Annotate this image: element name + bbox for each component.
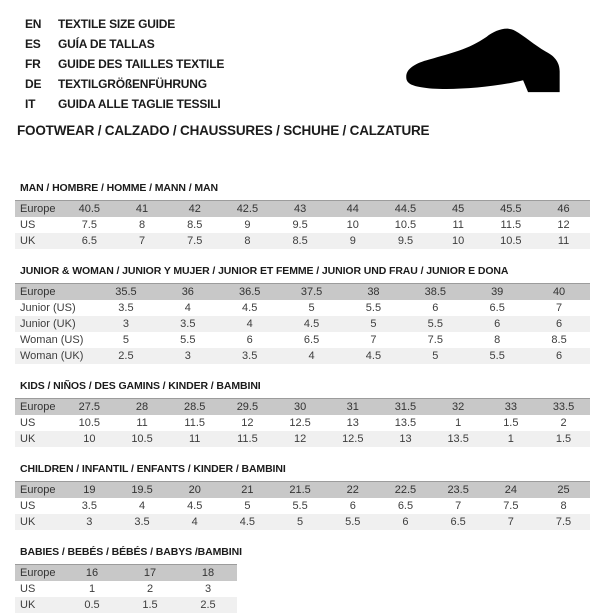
size-table	[15, 481, 590, 530]
size-cell: 10	[346, 219, 359, 231]
size-cell: 7	[455, 500, 462, 512]
language-code: DE	[25, 77, 42, 91]
size-cell: 46	[557, 203, 570, 215]
size-cell: 44.5	[394, 203, 417, 215]
size-cell: 12.5	[342, 433, 364, 445]
size-cell: 13	[399, 433, 412, 445]
size-cell: 8	[494, 334, 501, 346]
size-table-section	[15, 182, 590, 249]
size-table-row	[15, 201, 590, 217]
size-cell: 21.5	[289, 484, 311, 496]
size-cell: 28.5	[184, 401, 206, 413]
size-table-row	[15, 514, 590, 530]
size-cell: 6.5	[81, 235, 97, 247]
size-cell: 13.5	[394, 417, 417, 429]
size-table-row	[15, 399, 590, 415]
size-table	[15, 564, 237, 613]
size-cell: 22.5	[394, 484, 417, 496]
size-cell: 5	[244, 500, 251, 512]
size-cell: 12	[241, 417, 254, 429]
size-cell: 9	[349, 235, 356, 247]
size-cell: 5.5	[365, 302, 382, 314]
language-code: FR	[25, 57, 41, 71]
size-cell: 18	[201, 567, 215, 579]
size-cell: 25	[557, 484, 570, 496]
size-cell: 3.5	[242, 350, 258, 362]
size-cell: 45	[452, 203, 465, 215]
size-cell: 16	[85, 567, 99, 579]
size-cell: 7.5	[81, 219, 97, 231]
size-cell: 39	[491, 286, 504, 298]
size-cell: 27.5	[78, 401, 101, 413]
size-cell: 5.5	[489, 350, 505, 362]
size-cell: 5	[432, 350, 439, 362]
row-label: Junior (UK)	[20, 318, 76, 330]
size-cell: 21	[241, 484, 254, 496]
size-table-section	[15, 265, 590, 364]
size-cell: 6	[246, 334, 253, 346]
size-cell: 8	[244, 235, 251, 247]
row-label: UK	[20, 516, 36, 528]
size-table-row	[15, 217, 590, 233]
size-cell: 10.5	[500, 235, 522, 247]
row-label: Junior (US)	[20, 302, 76, 314]
size-table-row	[15, 316, 590, 332]
size-cell: 7	[556, 302, 563, 314]
size-cell: 0.5	[84, 599, 100, 611]
row-label: UK	[20, 433, 36, 445]
size-cell: 23.5	[447, 484, 469, 496]
size-cell: 5.5	[180, 334, 196, 346]
size-cell: 1	[455, 417, 462, 429]
size-cell: 1	[88, 583, 96, 595]
size-table	[15, 200, 590, 249]
size-cell: 6.5	[303, 334, 320, 346]
size-cell: 4	[138, 500, 146, 512]
size-cell: 29.5	[236, 401, 259, 413]
size-cell: 43	[293, 203, 307, 215]
size-cell: 38	[367, 286, 380, 298]
table-title: MAN / HOMBRE / HOMME / MANN / MAN	[20, 182, 218, 194]
size-cell: 6	[349, 500, 356, 512]
size-table-row	[15, 233, 590, 249]
size-cell: 37.5	[300, 286, 323, 298]
size-table-row	[15, 597, 237, 613]
size-cell: 4.5	[303, 318, 320, 330]
size-cell: 3.5	[180, 318, 196, 330]
size-cell: 10	[83, 433, 96, 445]
size-cell: 38.5	[424, 286, 447, 298]
size-cell: 4	[246, 318, 253, 330]
size-table-section	[15, 546, 590, 613]
size-table-row	[15, 284, 590, 300]
size-cell: 9.5	[292, 219, 308, 231]
size-table-row	[15, 332, 590, 348]
size-table-row	[15, 415, 590, 431]
size-cell: 5	[308, 302, 315, 314]
size-cell: 7.5	[187, 235, 203, 247]
size-cell: 4.5	[187, 500, 203, 512]
size-table-row	[15, 581, 237, 597]
size-cell: 4.5	[365, 350, 382, 362]
size-cell: 5	[370, 318, 377, 330]
language-title: TEXTILGRÖßENFÜHRUNG	[58, 77, 207, 91]
size-cell: 4.5	[239, 516, 256, 528]
size-cell: 40.5	[78, 203, 101, 215]
size-cell: 11	[452, 219, 464, 231]
table-title: KIDS / NIÑOS / DES GAMINS / KINDER / BAMBINI	[20, 380, 261, 392]
size-cell: 1.5	[142, 599, 158, 611]
size-cell: 10	[452, 235, 465, 247]
size-cell: 3	[86, 516, 93, 528]
size-cell: 8.5	[551, 334, 567, 346]
row-label: Europe	[20, 203, 56, 215]
language-code: EN	[25, 17, 42, 31]
size-cell: 8.5	[292, 235, 308, 247]
size-table-section	[15, 463, 590, 530]
size-cell: 7	[507, 516, 514, 528]
row-label: Woman (US)	[20, 334, 84, 346]
row-label: UK	[20, 599, 36, 611]
size-cell: 13	[346, 417, 359, 429]
row-label: Europe	[20, 484, 56, 496]
size-table-row	[15, 431, 590, 447]
row-label: Woman (UK)	[20, 350, 84, 362]
size-cell: 6	[432, 302, 439, 314]
size-cell: 17	[143, 567, 157, 579]
size-cell: 6	[402, 516, 409, 528]
size-cell: 7.5	[503, 500, 519, 512]
row-label: US	[20, 219, 36, 231]
size-table-row	[15, 498, 590, 514]
size-cell: 44	[346, 203, 359, 215]
size-cell: 2	[560, 417, 567, 429]
size-cell: 42	[188, 203, 201, 215]
language-code: IT	[25, 97, 36, 111]
size-cell: 6	[556, 350, 563, 362]
size-cell: 22	[346, 484, 359, 496]
size-cell: 7.5	[555, 516, 572, 528]
size-cell: 5.5	[292, 500, 308, 512]
size-cell: 2.5	[118, 350, 134, 362]
size-cell: 3.5	[134, 516, 150, 528]
size-cell: 10.5	[78, 417, 101, 429]
language-title: GUIDA ALLE TAGLIE TESSILI	[58, 97, 221, 111]
language-code: ES	[25, 37, 41, 51]
size-cell: 3	[184, 350, 191, 362]
size-cell: 11.5	[184, 417, 206, 429]
size-table-section	[15, 380, 590, 447]
size-cell: 24	[504, 484, 517, 496]
size-cell: 4	[184, 302, 191, 314]
size-cell: 4	[308, 350, 315, 362]
size-cell: 40	[552, 286, 566, 298]
size-table-row	[15, 348, 590, 364]
size-cell: 8	[560, 500, 567, 512]
size-cell: 45.5	[500, 203, 522, 215]
size-cell: 10.5	[394, 219, 417, 231]
size-cell: 3	[204, 583, 212, 595]
size-cell: 32	[452, 401, 465, 413]
language-title: GUÍA DE TALLAS	[58, 37, 155, 51]
size-cell: 12	[293, 433, 307, 445]
size-cell: 7.5	[427, 334, 443, 346]
size-cell: 28	[135, 401, 149, 413]
size-cell: 11	[557, 235, 570, 247]
size-cell: 10.5	[131, 433, 153, 445]
size-cell: 42.5	[236, 203, 259, 215]
table-title: CHILDREN / INFANTIL / ENFANTS / KINDER / BAMBINI	[20, 463, 286, 475]
size-cell: 12.5	[289, 417, 311, 429]
language-title: TEXTILE SIZE GUIDE	[58, 17, 176, 31]
size-cell: 6.5	[489, 302, 505, 314]
size-cell: 30	[293, 401, 307, 413]
size-cell: 8	[138, 219, 146, 231]
table-title: BABIES / BEBÉS / BÉBÉS / BABYS /BAMBINI	[20, 546, 242, 558]
size-table-row	[15, 300, 590, 316]
size-cell: 5.5	[345, 516, 361, 528]
size-cell: 1	[507, 433, 514, 445]
size-cell: 4	[191, 516, 198, 528]
size-cell: 7	[370, 334, 377, 346]
category-heading: FOOTWEAR / CALZADO / CHAUSSURES / SCHUHE / CALZATURE	[17, 123, 430, 138]
size-table-row	[15, 565, 237, 581]
size-cell: 3	[122, 318, 129, 330]
size-table	[15, 283, 590, 364]
size-table-row	[15, 482, 590, 498]
size-cell: 11	[136, 417, 148, 429]
language-title: GUIDE DES TAILLES TEXTILE	[58, 57, 225, 71]
shoe-icon	[397, 22, 582, 106]
row-label: US	[20, 500, 36, 512]
size-cell: 4.5	[242, 302, 258, 314]
size-cell: 6.5	[450, 516, 466, 528]
size-cell: 19	[83, 484, 96, 496]
size-cell: 20	[188, 484, 201, 496]
table-title: JUNIOR & WOMAN / JUNIOR Y MUJER / JUNIOR ET FEMME / JUNIOR UND FRAU / JUNIOR E DONA	[20, 265, 509, 277]
row-label: US	[20, 583, 36, 595]
size-cell: 11.5	[237, 433, 258, 445]
size-cell: 2	[146, 583, 154, 595]
size-cell: 5.5	[427, 318, 443, 330]
size-cell: 33.5	[552, 401, 575, 413]
size-table	[15, 398, 590, 447]
size-cell: 8.5	[187, 219, 203, 231]
size-cell: 33	[504, 401, 517, 413]
size-cell: 35.5	[115, 286, 137, 298]
size-cell: 1.5	[503, 417, 519, 429]
size-cell: 9	[244, 219, 251, 231]
size-cell: 13.5	[447, 433, 469, 445]
size-cell: 6.5	[397, 500, 414, 512]
size-cell: 2.5	[200, 599, 216, 611]
size-cell: 11	[189, 433, 201, 445]
size-cell: 5	[122, 334, 129, 346]
row-label: Europe	[20, 401, 56, 413]
size-cell: 41	[135, 203, 149, 215]
size-cell: 3.5	[118, 302, 134, 314]
size-cell: 36	[181, 286, 194, 298]
size-cell: 11.5	[500, 219, 522, 231]
size-cell: 36.5	[238, 286, 261, 298]
size-cell: 9.5	[397, 235, 414, 247]
size-cell: 19.5	[131, 484, 153, 496]
size-tables	[15, 182, 590, 613]
row-label: Europe	[20, 567, 56, 579]
size-cell: 3.5	[81, 500, 97, 512]
row-label: UK	[20, 235, 36, 247]
size-cell: 6	[556, 318, 563, 330]
size-cell: 12	[557, 219, 570, 231]
size-cell: 1.5	[555, 433, 572, 445]
size-cell: 7	[138, 235, 146, 247]
size-cell: 5	[297, 516, 304, 528]
size-cell: 31	[346, 401, 359, 413]
size-cell: 31.5	[394, 401, 417, 413]
row-label: US	[20, 417, 36, 429]
size-cell: 6	[494, 318, 501, 330]
row-label: Europe	[20, 286, 56, 298]
